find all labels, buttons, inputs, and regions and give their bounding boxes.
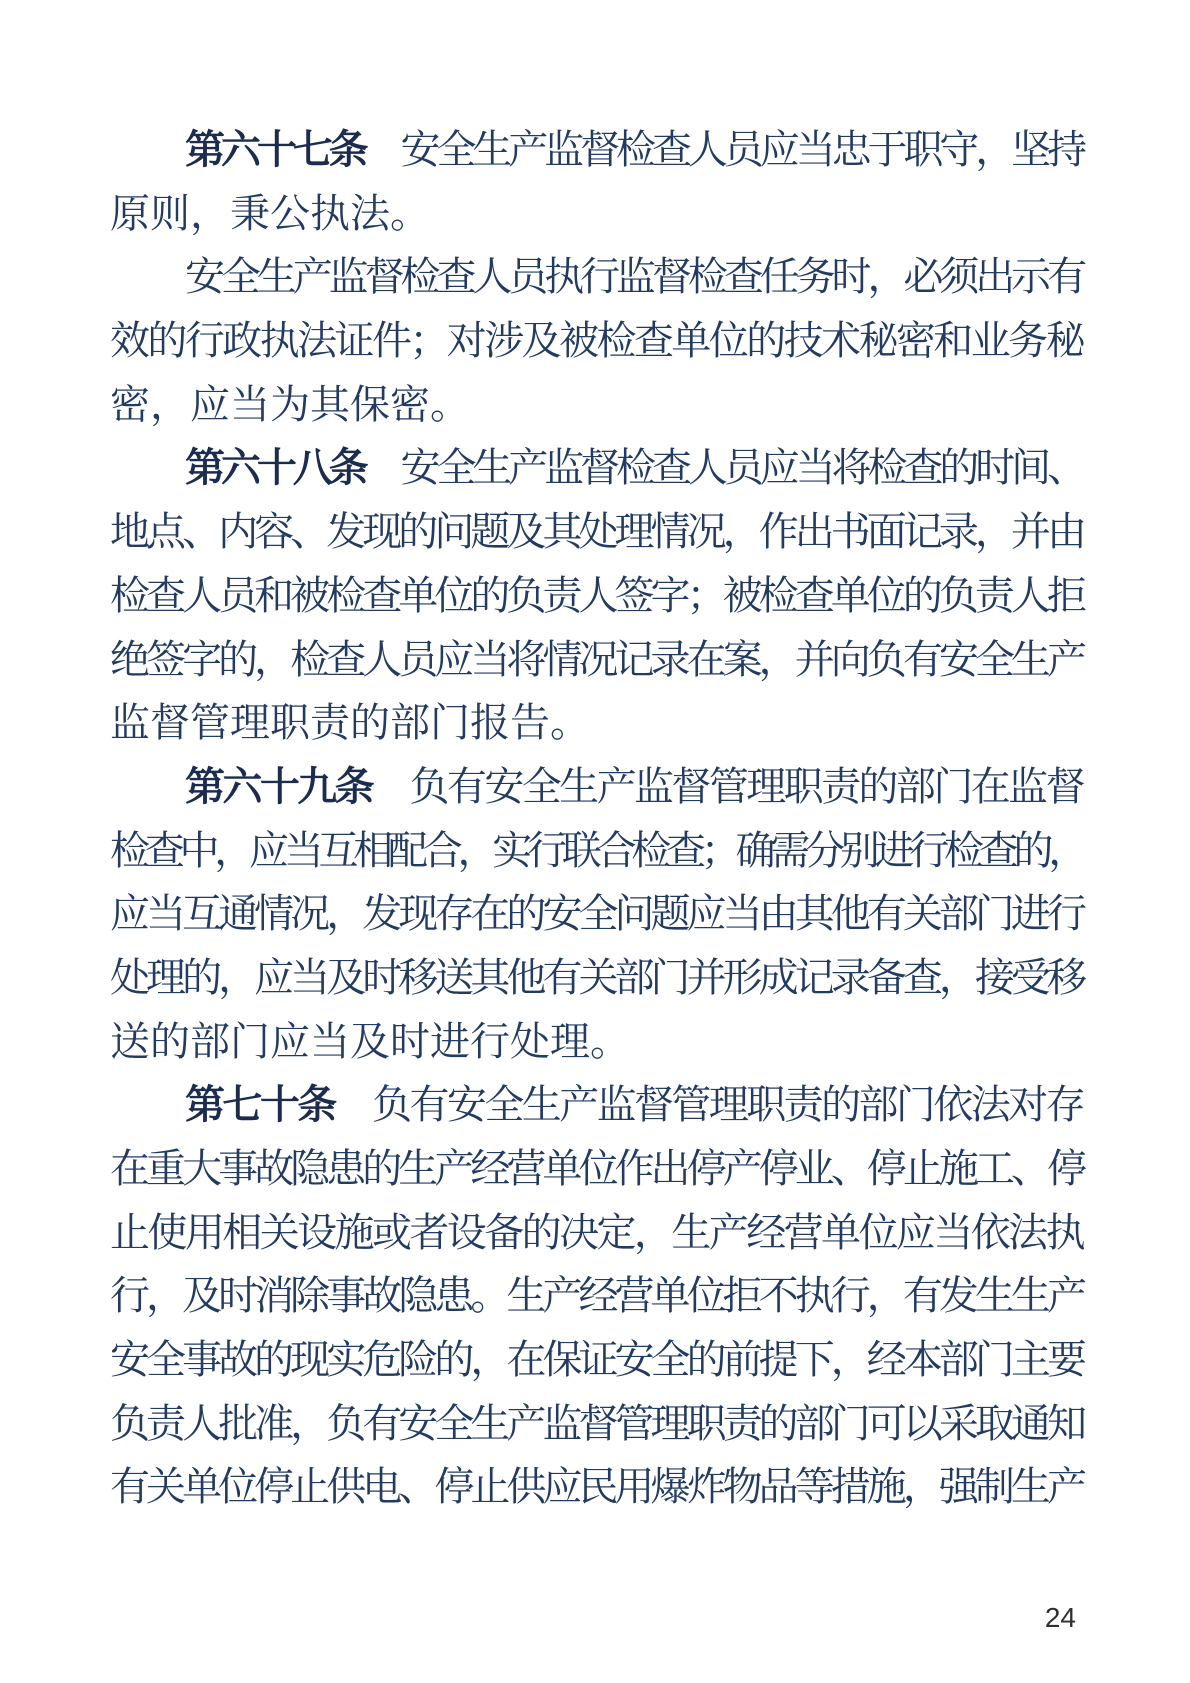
body-text: 安全生产监督检查人员应当忠于职守，坚持 xyxy=(364,127,1084,172)
text-line xyxy=(110,309,1083,373)
text-line xyxy=(110,882,1083,946)
body-text: 负有安全生产监督管理职责的部门依法对存 xyxy=(334,1082,1084,1128)
text-line xyxy=(110,1201,1083,1265)
body-text: 密，应当为其保密。 xyxy=(110,381,470,427)
text-line xyxy=(110,436,1083,500)
body-text: 原则，秉公执法。 xyxy=(110,190,430,236)
body-text: 安全事故的现实危险的，在保证安全的前提下，经本部门主要 xyxy=(110,1337,1083,1383)
text-line xyxy=(110,1328,1083,1392)
text-line xyxy=(110,182,1083,246)
document-text xyxy=(110,118,1083,1519)
text-line xyxy=(110,245,1083,309)
body-text: 效的行政执法证件；对涉及被检查单位的技术秘密和业务秘 xyxy=(110,318,1083,364)
text-line xyxy=(110,1264,1083,1328)
text-line xyxy=(110,118,1083,182)
body-text: 在重大事故隐患的生产经营单位作出停产停业、停止施工、停 xyxy=(110,1146,1083,1191)
body-text: 负责人批准，负有安全生产监督管理职责的部门可以采取通知 xyxy=(110,1400,1083,1446)
body-text: 安全生产监督检查人员执行监督检查任务时，必须出示有 xyxy=(185,254,1083,300)
text-line xyxy=(110,691,1083,755)
body-text: 绝签字的，检查人员应当将情况记录在案，并向负有安全生产 xyxy=(110,636,1083,682)
body-text: 检查人员和被检查单位的负责人签字；被检查单位的负责人拒 xyxy=(110,572,1083,618)
body-text: 应当互通情况，发现存在的安全问题应当由其他有关部门进行 xyxy=(110,891,1083,937)
text-line xyxy=(110,373,1083,437)
body-text: 处理的，应当及时移送其他有关部门并形成记录备查，接受移 xyxy=(110,954,1083,1000)
text-line xyxy=(110,628,1083,692)
text-line xyxy=(110,1010,1083,1074)
text-line xyxy=(110,946,1083,1010)
page-number: 24 xyxy=(1044,1602,1076,1633)
text-line xyxy=(110,1455,1083,1519)
text-line xyxy=(110,1392,1083,1456)
body-text: 止使用相关设施或者设备的决定，生产经营单位应当依法执 xyxy=(110,1209,1083,1255)
text-line xyxy=(110,1137,1083,1201)
article-number: 第六十七条 xyxy=(185,128,365,172)
text-line xyxy=(110,819,1083,883)
article-number: 第七十条 xyxy=(185,1083,335,1128)
text-line xyxy=(110,500,1083,564)
body-text: 负有安全生产监督管理职责的部门在监督 xyxy=(372,763,1084,809)
body-text: 安全生产监督检查人员应当将检查的时间、 xyxy=(364,445,1084,491)
body-text: 行，及时消除事故隐患。生产经营单位拒不执行，有发生生产 xyxy=(110,1273,1083,1319)
body-text: 地点、内容、发现的问题及其处理情况，作出书面记录，并由 xyxy=(110,509,1083,555)
text-line xyxy=(110,1073,1083,1137)
body-text: 送的部门应当及时进行处理。 xyxy=(110,1018,630,1064)
article-number: 第六十九条 xyxy=(185,764,373,809)
body-text: 监督管理职责的部门报告。 xyxy=(110,700,590,746)
body-text: 有关单位停止供电、停止供应民用爆炸物品等措施，强制生产 xyxy=(110,1464,1083,1510)
text-line xyxy=(110,755,1083,819)
text-line xyxy=(110,564,1083,628)
body-text: 检查中，应当互相配合，实行联合检查；确需分别进行检查的， xyxy=(110,827,1083,873)
article-number: 第六十八条 xyxy=(185,446,365,491)
